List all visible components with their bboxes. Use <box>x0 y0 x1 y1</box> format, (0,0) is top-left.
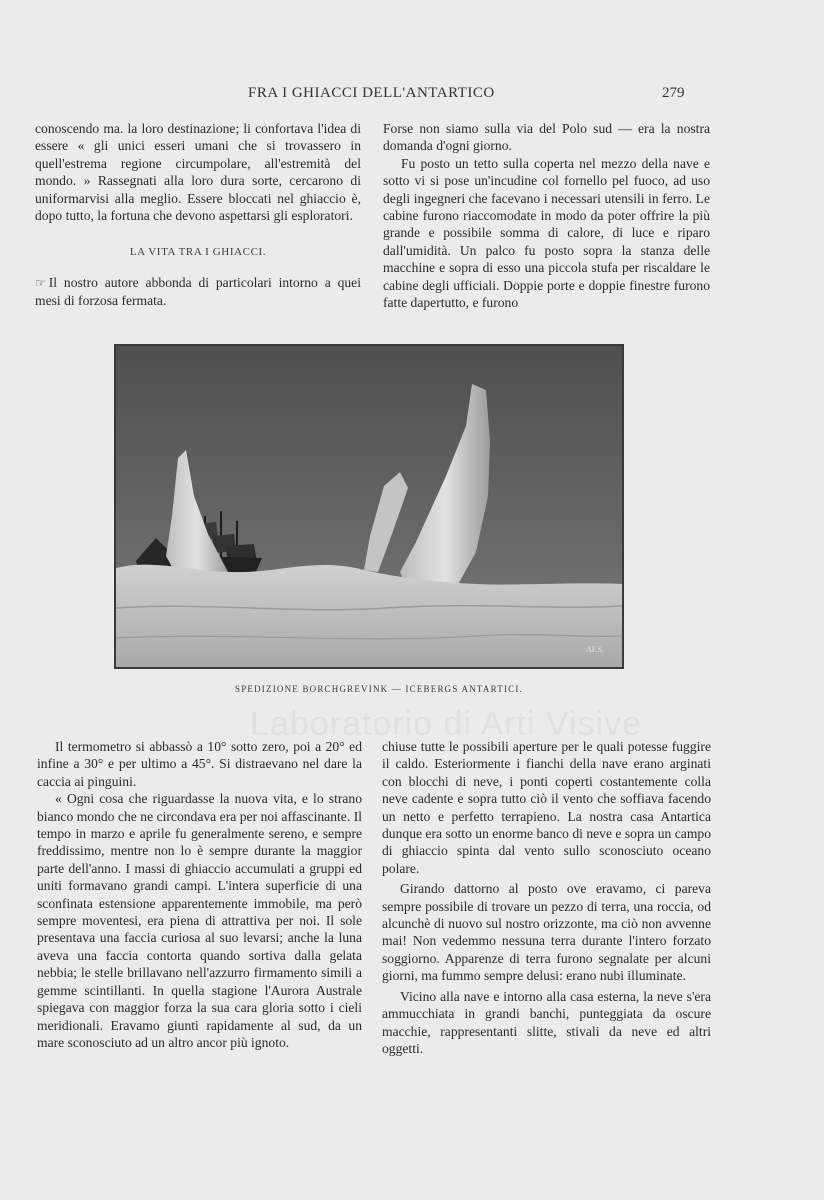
paragraph: conoscendo ma. la loro destinazione; li confortava l'idea di essere « gli unici esseri umani che si trovassero in quell'estrema regione circumpolare, all'estremità del mondo. » Rassegnati alla loro dura sorte, cercarono di uniformarvisi alla meglio. Essere bloccati nel ghiaccio è, dopo tutto, la fortuna che devono aspettarsi gli esploratori. <box>35 121 361 224</box>
top-left-column <box>35 120 361 310</box>
running-head <box>0 85 824 105</box>
pointing-hand-icon: ☞ <box>35 275 46 290</box>
paragraph: Forse non siamo sulla via del Polo sud — era la nostra domanda d'ogni giorno. <box>383 121 710 154</box>
paragraph: Fu posto un tetto sulla coperta nel mezzo della nave e sotto vi si pose un'incudine col fornello pel fuoco, ad uso degli ingegneri che facevano i necessari utensili in ferro. Le cabine furono riaccomodate in modo da poter offrire la più grande e possibile somma di calore, di luce e riparo dall'umidità. Un palco fu posto sopra la stanza delle macchine e sopra di esso una piccola stufa per riscaldare le cabine degli ufficiali. Doppie porte e doppie finestre furono fatte dapertutto, e furono <box>383 155 710 311</box>
paragraph: Vicino alla nave e intorno alla casa esterna, la neve s'era ammucchiata in grandi banchi, punteggiata da oscure macchie, rappresentanti slitte, stivali da neve ed altri oggetti. <box>382 988 711 1056</box>
paragraph-text: Il nostro autore abbonda di particolari intorno a quei mesi di forzosa fermata. <box>35 274 361 309</box>
section-heading: LA VITA TRA I GHIACCI. <box>129 246 267 259</box>
paragraph: Il termometro si abbassò a 10° sotto zero, poi a 20° ed infine a 30° e per ultimo a 45°. Si distraevano nel dare la caccia ai pinguini. <box>37 739 362 789</box>
bottom-left-column <box>37 738 362 1051</box>
iceberg-illustration <box>114 344 624 669</box>
paragraph: « Ogni cosa che riguardasse la nuova vita, e lo strano bianco mondo che ne circondava era per noi affascinante. Il tempo in marzo e aprile fu generalmente sereno, e sempre freddissimo, mentre non lo è sempre durante la maggior parte dell'anno. I massi di ghiaccio accumulati a gruppi ed uniti formavano grandi campi. L'intera superficie di una sconfinata estensione apparentemente immobile, ma però sempre moventesi, era piena di attrattiva per noi. Il sole presentava una faccia curiosa al suo levarsi; anche la luna aveva una faccia contorta quando sortiva dalla gelata nebbia; le stelle brillavano nell'azzurro firmamento simili a gemme scintillanti. In quella stagione l'Aurora Australe spiegava con maggior forza la sua cara gloria sotto i cieli meridionali. Eravamo giunti rapidamente al sud, da un mare sconosciuto ad un altro ancor più ignoto. <box>37 791 362 1050</box>
figure-caption: SPEDIZIONE BORCHGREVINK — ICEBERGS ANTARTICI. <box>235 684 523 694</box>
paragraph: Girando dattorno al posto ove eravamo, ci pareva sempre possibile di trovare un pezzo di terra, una roccia, od alcunchè di nuovo sul nostro orizzonte, ma ciò non avvenne mai! Non vedemmo nessuna terra durante l'intero forzato soggiorno. Apparenze di terra furono segnalate per alcuni giorni, ma fummo sempre delusi: erano nubi illuminate. <box>382 881 711 984</box>
paragraph <box>35 274 361 310</box>
running-title: FRA I GHIACCI DELL'ANTARTICO <box>248 85 495 101</box>
page-number: 279 <box>662 85 685 101</box>
watermark: Laboratorio di Arti Visive <box>250 705 643 743</box>
iceberg-engraving <box>116 346 622 667</box>
bottom-right-column <box>382 738 711 1057</box>
engraver-signature: AF.S. <box>586 645 605 654</box>
top-right-column <box>383 120 710 311</box>
paragraph: chiuse tutte le possibili aperture per le quali potesse fuggire il caldo. Esteriormente i fianchi della nave erano arginati con blocchi di neve, i ponti coperti costantemente colla neve cadente e sopra tutto ciò il vento che soffiava facendo un netto e perfetto terrapieno. La nostra casa Antartica dunque era sotto un enorme banco di neve e sopra un campo di ghiaccio spinta dal vento sullo sconosciuto oceano polare. <box>382 739 711 876</box>
